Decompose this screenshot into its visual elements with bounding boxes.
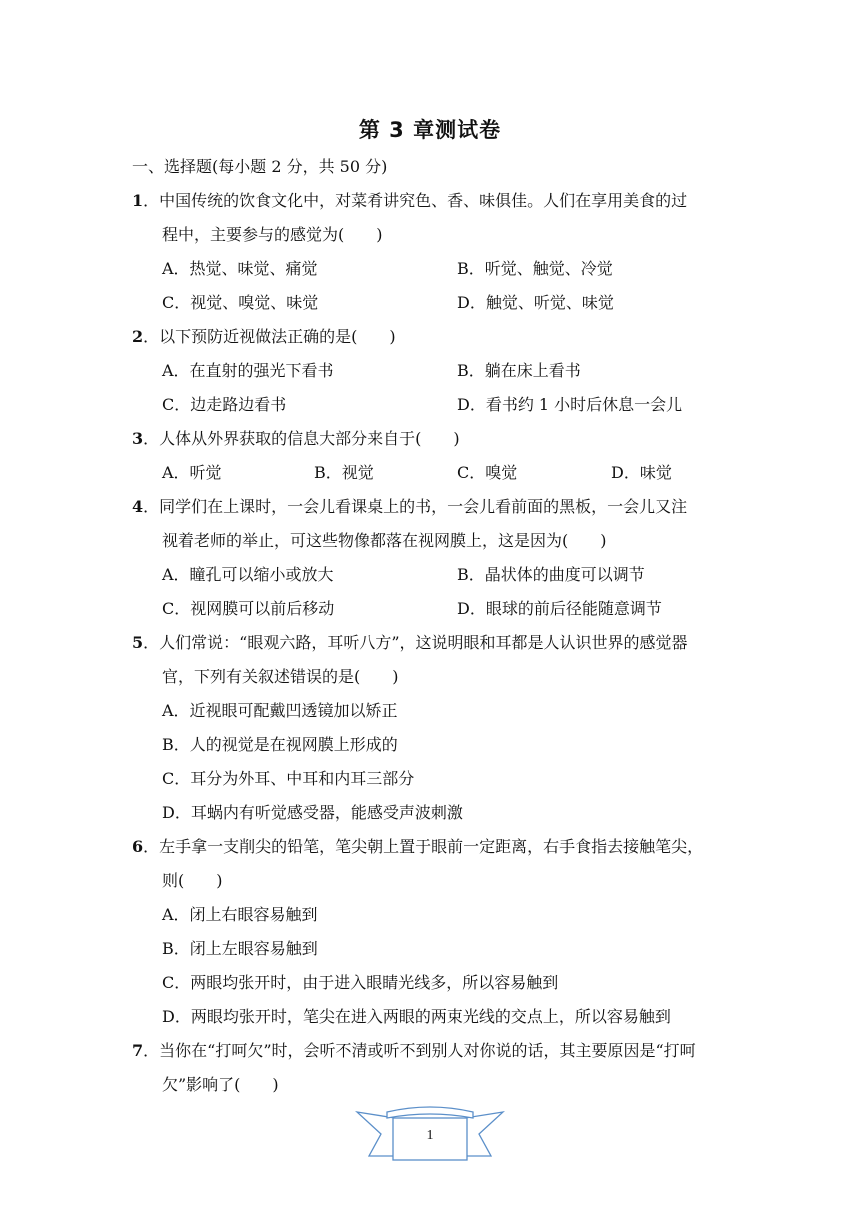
question-number: 4 (132, 497, 144, 516)
question-number: 2 (132, 327, 144, 346)
question-number: 5 (132, 633, 144, 652)
option: D．眼球的前后径能随意调节 (457, 599, 662, 618)
option: B．晶状体的曲度可以调节 (457, 565, 645, 584)
question-5-line-2: 官，下列有关叙述错误的是( ) (162, 667, 399, 686)
option: D．味觉 (611, 463, 672, 482)
option: C．边走路边看书 (162, 395, 287, 414)
option: B．听觉、触觉、冷觉 (457, 259, 613, 278)
option: D．看书约 1 小时后休息一会儿 (457, 395, 683, 414)
option: A．闭上右眼容易触到 (162, 905, 318, 924)
option: A．瞳孔可以缩小或放大 (162, 565, 334, 584)
question-3-line-1: 3．人体从外界获取的信息大部分来自于( ) (132, 429, 460, 448)
option: B．躺在床上看书 (457, 361, 581, 380)
question-6-line-1: 6．左手拿一支削尖的铅笔，笔尖朝上置于眼前一定距离，右手食指去接触笔尖， (132, 837, 704, 856)
option: C．嗅觉 (457, 463, 518, 482)
option: C．两眼均张开时，由于进入眼睛光线多，所以容易触到 (162, 973, 559, 992)
option: A．在直射的强光下看书 (162, 361, 334, 380)
option: D．耳蜗内有听觉感受器，能感受声波刺激 (162, 803, 463, 822)
question-number: 6 (132, 837, 144, 856)
question-number: 3 (132, 429, 144, 448)
question-6-line-2: 则( ) (162, 871, 223, 890)
option: D．两眼均张开时，笔尖在进入两眼的两束光线的交点上，所以容易触到 (162, 1007, 671, 1026)
option: D．触觉、听觉、味觉 (457, 293, 614, 312)
question-1-line-2: 程中，主要参与的感觉为( ) (162, 225, 383, 244)
question-1-line-1: 1．中国传统的饮食文化中，对菜肴讲究色、香、味俱佳。人们在享用美食的过 (132, 191, 688, 210)
question-number: 7 (132, 1041, 144, 1060)
option: C．耳分为外耳、中耳和内耳三部分 (162, 769, 415, 788)
question-2-line-1: 2．以下预防近视做法正确的是( ) (132, 327, 396, 346)
question-7-line-1: 7．当你在“打呵欠”时，会听不清或听不到别人对你说的话，其主要原因是“打呵 (132, 1041, 696, 1060)
option: A．热觉、味觉、痛觉 (162, 259, 318, 278)
option: B．人的视觉是在视网膜上形成的 (162, 735, 398, 754)
page-number-ribbon (355, 1104, 505, 1164)
option: C．视网膜可以前后移动 (162, 599, 335, 618)
question-7-line-2: 欠”影响了( ) (162, 1075, 279, 1094)
option: B．视觉 (314, 463, 374, 482)
option: B．闭上左眼容易触到 (162, 939, 318, 958)
page-title: 第 3 章测试卷 (358, 118, 502, 142)
option: A．近视眼可配戴凹透镜加以矫正 (162, 701, 398, 720)
section-heading: 一、选择题(每小题 2 分，共 50 分) (132, 157, 388, 176)
question-number: 1 (132, 191, 144, 210)
question-4-line-2: 视着老师的举止，可这些物像都落在视网膜上，这是因为( ) (162, 531, 607, 550)
page-number: 1 (426, 1128, 434, 1143)
option: C．视觉、嗅觉、味觉 (162, 293, 319, 312)
question-5-line-1: 5．人们常说：“眼观六路，耳听八方”，这说明眼和耳都是人认识世界的感觉器 (132, 633, 688, 652)
question-4-line-1: 4．同学们在上课时，一会儿看课桌上的书，一会儿看前面的黑板，一会儿又注 (132, 497, 688, 516)
option: A．听觉 (162, 463, 222, 482)
